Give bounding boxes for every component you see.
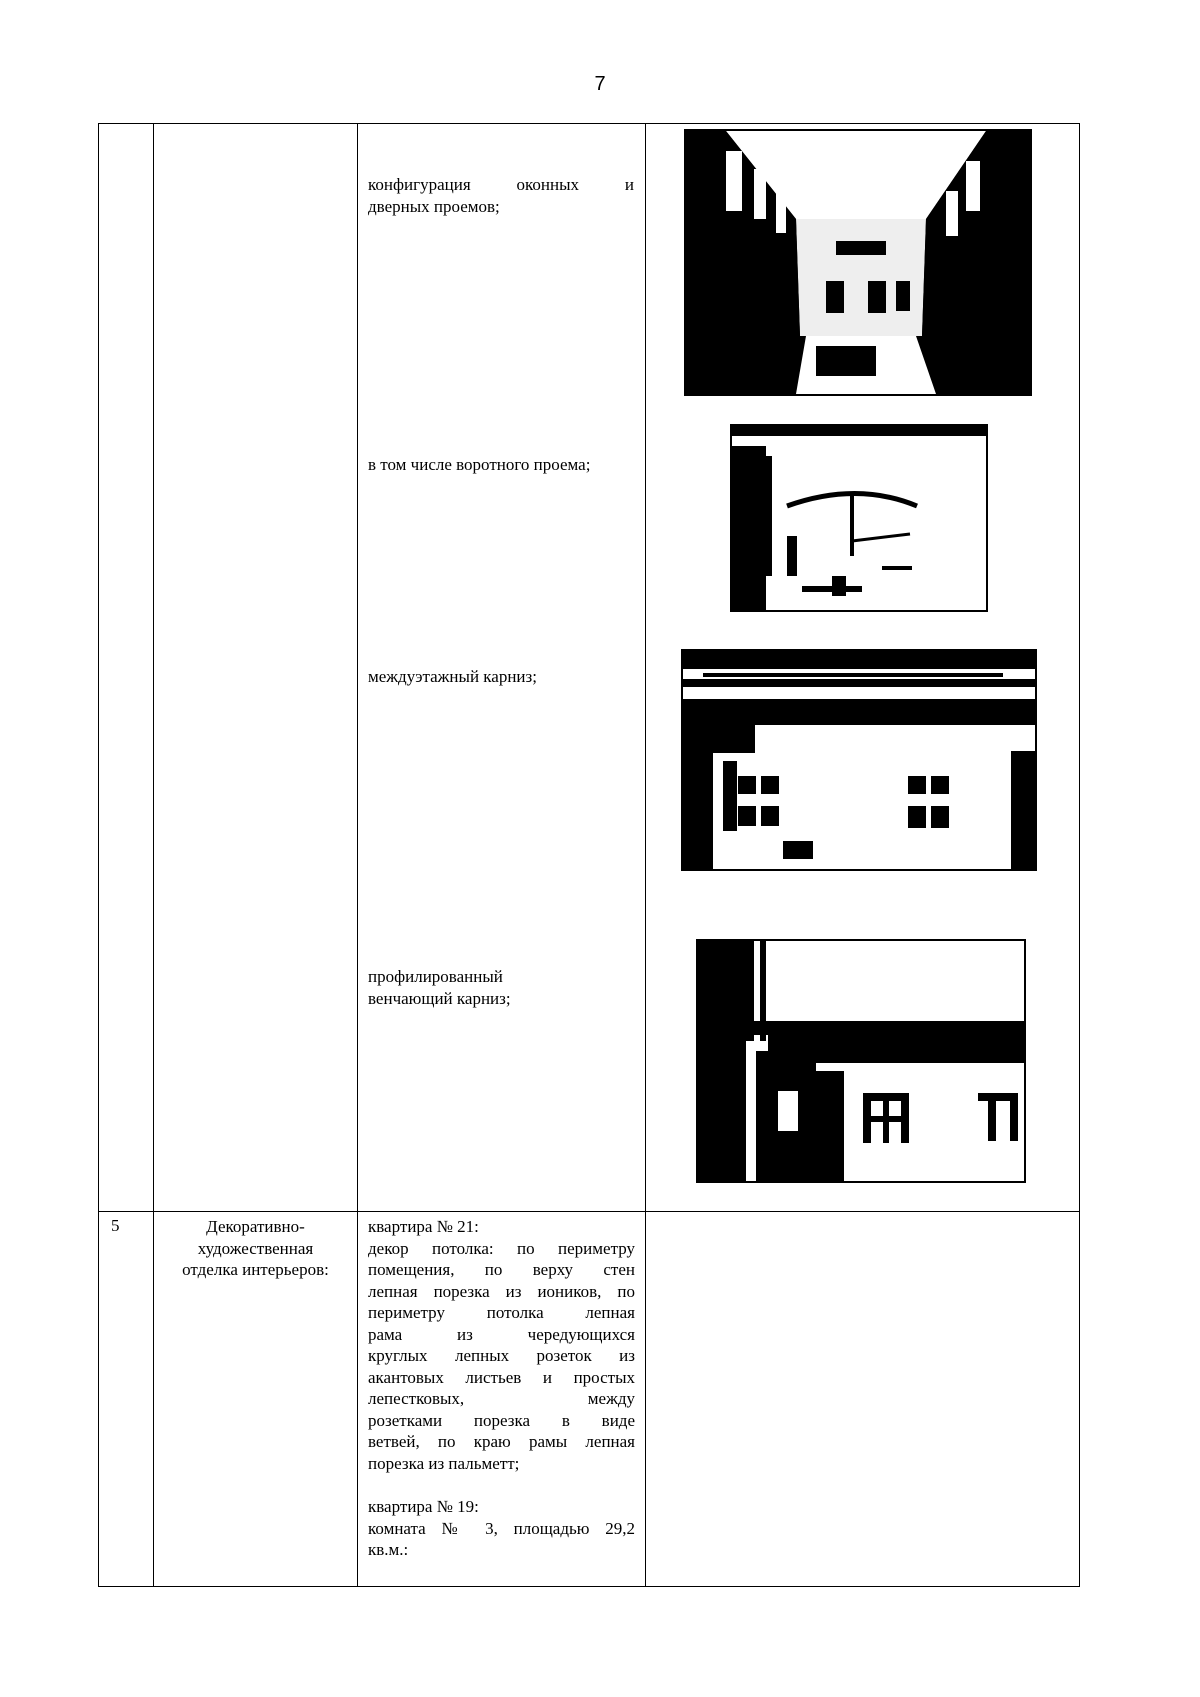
cell-number: 5 xyxy=(99,1212,154,1587)
cell-number xyxy=(99,124,154,1212)
cell-description xyxy=(358,1212,646,1587)
photo-gate-opening xyxy=(730,424,988,612)
cell-photos xyxy=(646,1212,1080,1587)
photo-crowning-cornice xyxy=(696,939,1026,1183)
cell-photos xyxy=(646,124,1080,1212)
note-gate-opening: в том числе воротного проема; xyxy=(368,455,591,474)
table-row xyxy=(99,124,1080,1212)
table-row xyxy=(99,1212,1080,1587)
note-crowning-cornice: профилированный венчающий карниз; xyxy=(368,967,511,1008)
element-name: Декоративно- художественная отделка интерьеров: xyxy=(182,1217,329,1279)
photo-interfloor-cornice xyxy=(681,649,1037,871)
page-number: 7 xyxy=(594,73,606,95)
element-description: квартира № 21: декор потолка: по периметру помещения, по верху стен лепная порезка из иоников, по периметру потолка лепная рама из чередующихся круглых лепных розеток из акантовых листьев и простых лепестковых, между розетками порезка в виде ветвей, по краю рамы лепная порезка из пальметт; квартира № 19: комната № 3, площадью 29,2 кв.м.: xyxy=(368,1217,635,1559)
note-interfloor-cornice: междуэтажный карниз; xyxy=(368,667,537,686)
cell-name xyxy=(154,1212,358,1587)
cell-name xyxy=(154,124,358,1212)
elements-table xyxy=(98,123,1080,1587)
cell-description xyxy=(358,124,646,1212)
photo-courtyard xyxy=(684,129,1032,396)
note-window-door-openings: конфигурация оконных и дверных проемов; xyxy=(368,175,634,216)
